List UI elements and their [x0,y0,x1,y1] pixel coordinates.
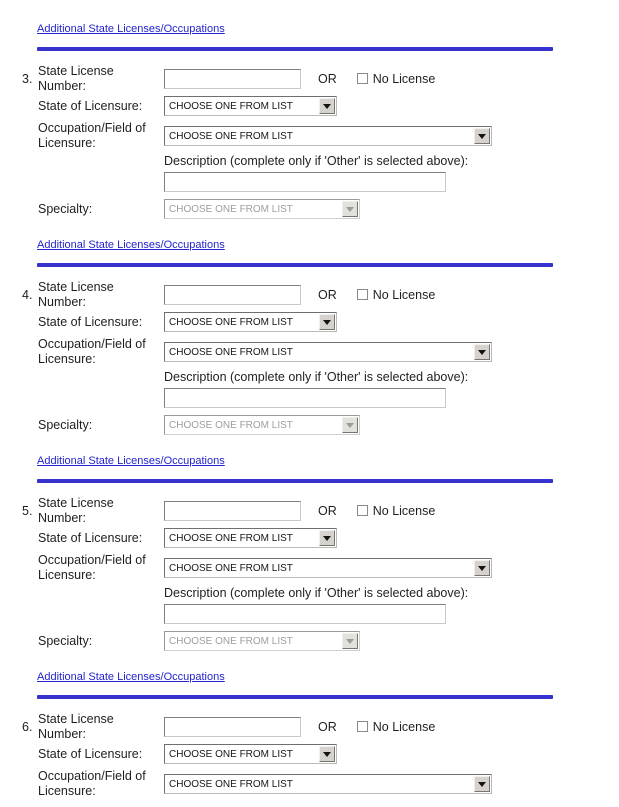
additional-licenses-link[interactable]: Additional State Licenses/Occupations [37,23,225,35]
dropdown-arrow-icon[interactable] [474,344,490,360]
state-of-licensure-select[interactable] [164,744,337,764]
no-license-checkbox[interactable] [357,289,368,300]
occupation-label: Occupation/Field of Licensure: [38,553,146,582]
dropdown-arrow-icon [342,417,358,433]
no-license-checkbox[interactable] [357,721,368,732]
select-value: CHOOSE ONE FROM LIST [169,778,293,790]
license-section-6 [0,711,619,799]
section-number: 6. [22,719,33,734]
section-number: 4. [22,287,33,302]
section-divider [37,263,553,267]
dropdown-arrow-icon[interactable] [474,560,490,576]
description-label: Description (complete only if 'Other' is selected above): [164,370,469,384]
link-row [37,21,619,36]
state-of-licensure-label: State of Licensure: [38,314,143,329]
state-of-licensure-select[interactable] [164,96,337,116]
additional-licenses-link[interactable]: Additional State Licenses/Occupations [37,671,225,683]
description-label: Description (complete only if 'Other' is selected above): [164,154,469,168]
select-value: CHOOSE ONE FROM LIST [169,635,293,647]
select-value: CHOOSE ONE FROM LIST [169,130,293,142]
select-value: CHOOSE ONE FROM LIST [169,346,293,358]
additional-licenses-link[interactable]: Additional State Licenses/Occupations [37,239,225,251]
select-value: CHOOSE ONE FROM LIST [169,100,293,112]
state-license-number-label: State License Number: [38,279,114,309]
no-license-label: No License [372,287,436,302]
or-label: OR [318,71,337,86]
additional-licenses-link[interactable]: Additional State Licenses/Occupations [37,455,225,467]
state-license-number-label: State License Number: [38,495,114,525]
state-license-number-input[interactable] [164,717,301,737]
state-license-number-label: State License Number: [38,711,114,741]
link-row [37,669,619,684]
link-row [37,453,619,468]
state-license-number-label: State License Number: [38,63,114,93]
occupation-label: Occupation/Field of Licensure: [38,769,146,798]
description-input[interactable] [164,172,446,192]
specialty-label: Specialty: [38,201,93,216]
description-input[interactable] [164,388,446,408]
state-license-number-input[interactable] [164,501,301,521]
dropdown-arrow-icon [342,633,358,649]
state-of-licensure-label: State of Licensure: [38,98,143,113]
occupation-select[interactable] [164,342,492,362]
no-license-checkbox[interactable] [357,73,368,84]
select-value: CHOOSE ONE FROM LIST [169,562,293,574]
no-license-checkbox[interactable] [357,505,368,516]
occupation-label: Occupation/Field of Licensure: [38,337,146,366]
state-license-number-input[interactable] [164,69,301,89]
specialty-select [164,631,360,651]
description-label: Description (complete only if 'Other' is selected above): [164,586,469,600]
state-license-number-input[interactable] [164,285,301,305]
dropdown-arrow-icon[interactable] [474,128,490,144]
specialty-select [164,199,360,219]
license-section-4 [0,279,619,435]
dropdown-arrow-icon[interactable] [474,776,490,792]
state-of-licensure-select[interactable] [164,312,337,332]
specialty-select [164,415,360,435]
section-divider [37,479,553,483]
dropdown-arrow-icon [342,201,358,217]
link-row [37,237,619,252]
specialty-label: Specialty: [38,633,93,648]
select-value: CHOOSE ONE FROM LIST [169,419,293,431]
no-license-label: No License [372,503,436,518]
state-of-licensure-select[interactable] [164,528,337,548]
specialty-label: Specialty: [38,417,93,432]
select-value: CHOOSE ONE FROM LIST [169,532,293,544]
occupation-select[interactable] [164,126,492,146]
select-value: CHOOSE ONE FROM LIST [169,316,293,328]
or-label: OR [318,287,337,302]
no-license-label: No License [372,719,436,734]
state-of-licensure-label: State of Licensure: [38,530,143,545]
or-label: OR [318,719,337,734]
dropdown-arrow-icon[interactable] [319,746,335,762]
license-section-3 [0,63,619,219]
occupation-select[interactable] [164,558,492,578]
no-license-label: No License [372,71,436,86]
occupation-label: Occupation/Field of Licensure: [38,121,146,150]
select-value: CHOOSE ONE FROM LIST [169,203,293,215]
section-divider [37,47,553,51]
dropdown-arrow-icon[interactable] [319,98,335,114]
dropdown-arrow-icon[interactable] [319,314,335,330]
occupation-select[interactable] [164,774,492,794]
description-input[interactable] [164,604,446,624]
section-divider [37,695,553,699]
section-number: 3. [22,71,33,86]
license-section-5 [0,495,619,651]
select-value: CHOOSE ONE FROM LIST [169,748,293,760]
or-label: OR [318,503,337,518]
dropdown-arrow-icon[interactable] [319,530,335,546]
section-number: 5. [22,503,33,518]
state-of-licensure-label: State of Licensure: [38,746,143,761]
